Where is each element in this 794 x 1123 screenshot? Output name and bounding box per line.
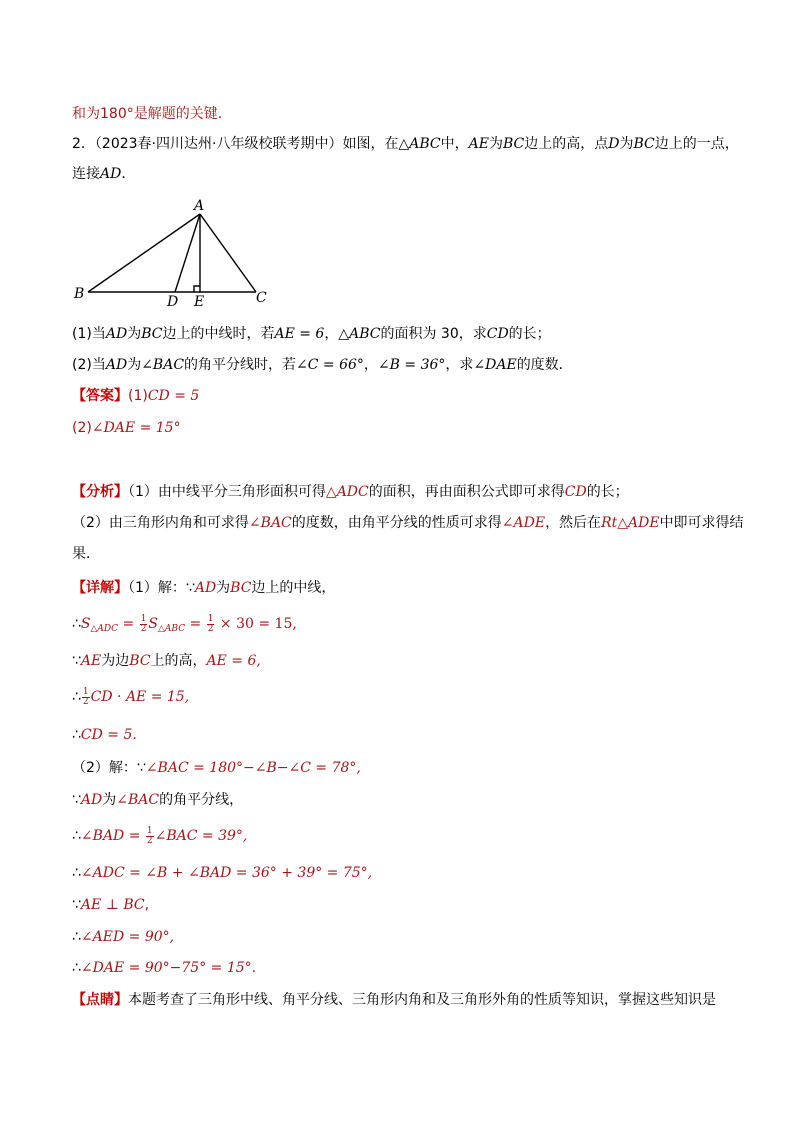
math: BC [502, 136, 525, 152]
detail-2 [72, 614, 734, 639]
question-line-2 [72, 164, 734, 184]
part-1 [72, 324, 734, 344]
numerator: 1 [140, 613, 147, 624]
numerator: 1 [207, 613, 214, 624]
text: 的面积，再由面积公式即可求得 [368, 484, 565, 500]
text: ∵ [72, 653, 81, 669]
math: AD [80, 792, 103, 808]
math: ∠BAC = 180°−∠B−∠C = 78°, [145, 760, 361, 776]
text: 边上的高，点 [524, 136, 609, 152]
math: ∠DAE = 90°−75° = 15°. [80, 960, 257, 976]
math: CD [564, 484, 587, 500]
math: ∠BAC = 39°, [154, 828, 248, 844]
detail-4 [72, 687, 734, 707]
text: ∴ [72, 616, 81, 632]
math: AD [105, 326, 128, 342]
math: ∠BAC [116, 792, 160, 808]
text: 为 [127, 357, 142, 373]
math: ∠C = 66° [296, 357, 364, 373]
math: CD · AE = 15, [90, 689, 190, 705]
answer-2 [72, 418, 734, 438]
math: BC [230, 580, 252, 596]
answer-tag: 【答案】 [72, 388, 128, 404]
label-c: C [256, 290, 267, 306]
math: ∠B = 36° [377, 357, 446, 373]
label-d: D [167, 294, 179, 310]
text: (2)当 [72, 357, 106, 373]
text: 本题考查了三角形中线、角平分线、三角形内角和及三角形外角的性质等知识，掌握这些知识是 [128, 992, 716, 1008]
analysis-3 [72, 544, 734, 564]
text: ，然后在 [545, 515, 602, 531]
math: = [118, 616, 139, 632]
answer-1 [72, 386, 734, 406]
denominator: 2 [140, 623, 147, 634]
fraction-half [82, 688, 90, 707]
math: ∠BAD = [80, 828, 145, 844]
math: Rt△ADE [601, 515, 660, 531]
text: 的度数． [516, 357, 573, 373]
numerator: 1 [82, 686, 89, 697]
text: (2) [72, 420, 92, 436]
math: S [80, 616, 91, 632]
math: AE [80, 653, 102, 669]
text: 中， [440, 136, 469, 152]
detail-1 [72, 578, 734, 598]
math: AE [468, 136, 489, 152]
text: 的度数，由角平分线的性质可求得 [291, 515, 502, 531]
question-source: （2023春·四川达州·八年级校联考期中） [94, 136, 343, 152]
numerator: 1 [146, 825, 153, 836]
text: ∵ [72, 897, 81, 913]
denominator: 2 [146, 835, 153, 846]
text: 边上的一点， [654, 136, 739, 152]
math: △ADC [325, 484, 369, 500]
math: AD [100, 166, 122, 182]
text: 边上的中线， [251, 580, 336, 596]
text: 为 [127, 326, 142, 342]
math: S [148, 616, 159, 632]
math: ∠DAE [473, 357, 517, 373]
text: ． [121, 166, 136, 182]
segment-ac [200, 214, 256, 292]
detail-tag: 【详解】 [72, 580, 128, 596]
math: ∠AED = 90°, [80, 929, 175, 945]
text: （2）由三角形内角和可求得 [72, 515, 249, 531]
detail-3 [72, 651, 734, 671]
math: AD [194, 580, 217, 596]
math: ∠ADC = ∠B + ∠BAD = 36° + 39° = 75°, [80, 865, 373, 881]
line-conclusion [72, 104, 734, 124]
math: △ABC [338, 326, 381, 342]
detail-11 [72, 927, 734, 947]
math: BC [141, 326, 163, 342]
text: ∵ [72, 792, 81, 808]
text: （1）解：∵ [128, 580, 195, 596]
text: ∴ [72, 960, 81, 976]
analysis-tag: 【分析】 [72, 484, 128, 500]
text: 为 [488, 136, 503, 152]
fraction-half [140, 615, 148, 634]
detail-12 [72, 958, 734, 978]
text: 为 [619, 136, 634, 152]
math: AE = 6 [274, 326, 325, 342]
detail-8 [72, 826, 734, 846]
subscript: △ABC [158, 624, 186, 634]
text: 的角平分线时，若 [184, 357, 297, 373]
triangle-figure [70, 192, 280, 312]
text: ∴ [72, 865, 81, 881]
label-e: E [194, 294, 205, 310]
label-b: B [74, 286, 85, 302]
math: AE ⊥ BC [80, 897, 145, 913]
math: ∠DAE = 15° [91, 420, 181, 436]
text: ， [324, 326, 339, 342]
math: CD = 5. [80, 727, 137, 743]
text: 果． [72, 546, 100, 562]
analysis-2 [72, 513, 744, 533]
math: D [608, 136, 620, 152]
detail-9 [72, 863, 734, 883]
text: 边上的中线时，若 [162, 326, 275, 342]
text: 和为180°是解题的关键． [72, 106, 232, 122]
math: △ABC [398, 136, 441, 152]
comment-tag: 【点睛】 [72, 992, 128, 1008]
text: 的角平分线， [159, 792, 244, 808]
text: ，求 [445, 357, 474, 373]
text: 为 [216, 580, 231, 596]
text: （2）解：∵ [72, 760, 146, 776]
text: 的长； [508, 326, 551, 342]
detail-7 [72, 790, 734, 810]
text: (1)当 [72, 326, 106, 342]
question-number: 2． [72, 136, 95, 152]
text: (1) [128, 388, 148, 404]
math: BC [129, 653, 151, 669]
math: ∠BAC [248, 515, 292, 531]
part-2 [72, 355, 734, 375]
analysis-1 [72, 482, 734, 502]
detail-5 [72, 725, 734, 745]
text: ∴ [72, 727, 81, 743]
text: 上的高， [150, 653, 207, 669]
text: 连接 [72, 166, 100, 182]
text: 中即可求得结 [659, 515, 744, 531]
math: ∠BAC [141, 357, 185, 373]
text: 的面积为 30，求 [380, 326, 487, 342]
math: AD [105, 357, 128, 373]
text: ∴ [72, 929, 81, 945]
fraction-half [146, 827, 154, 846]
math: BC [633, 136, 655, 152]
text: ∴ [72, 828, 81, 844]
detail-6 [72, 758, 734, 778]
math: CD [486, 326, 509, 342]
segment-ab [88, 214, 200, 292]
text: 为 [102, 792, 117, 808]
segment-ad [175, 214, 200, 292]
fraction-half [207, 615, 215, 634]
math: × 30 = 15, [215, 616, 297, 632]
text: （1）由中线平分三角形面积可得 [128, 484, 326, 500]
denominator: 2 [207, 623, 214, 634]
text: ∴ [72, 689, 81, 705]
comment [72, 990, 734, 1010]
math: ∠ADE [501, 515, 546, 531]
text: , [144, 897, 150, 913]
detail-10 [72, 895, 734, 915]
text: ， [363, 357, 378, 373]
text: 如图，在 [342, 136, 399, 152]
label-a: A [194, 198, 205, 214]
math: AE = 6, [206, 653, 261, 669]
subscript: △ADC [90, 624, 119, 634]
text: 的长； [586, 484, 629, 500]
denominator: 2 [82, 696, 89, 707]
right-angle-mark [194, 286, 200, 292]
question-line-1 [72, 134, 739, 154]
math: CD = 5 [147, 388, 200, 404]
text: 为边 [101, 653, 130, 669]
math: = [185, 616, 206, 632]
